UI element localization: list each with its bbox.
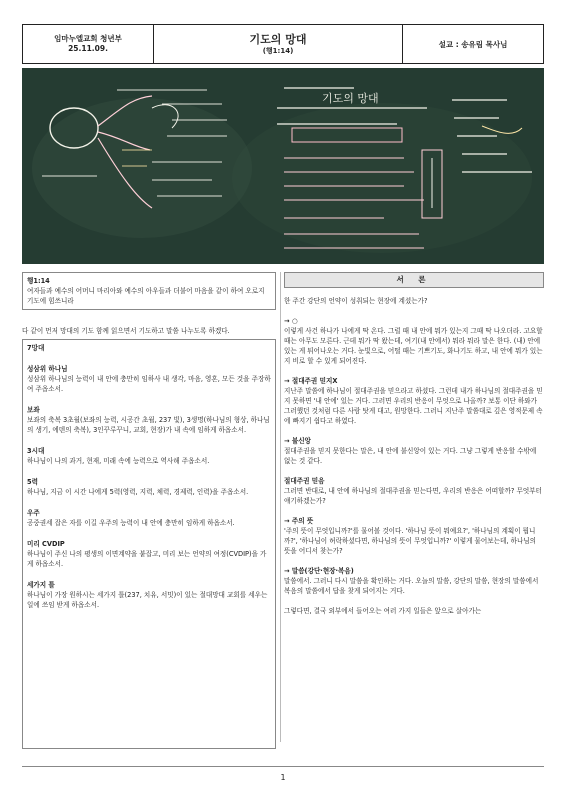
intro-text: 다 같이 먼저 망대의 기도 함께 읽으면서 기도하고 말씀 나누도록 하겠다. xyxy=(22,327,230,335)
sermon-heading: → 불신앙 xyxy=(284,437,311,445)
prayer-section xyxy=(27,446,271,466)
bulletin-date: 25.11.09. xyxy=(68,44,108,53)
sermon-heading: → 절대주권 믿지X xyxy=(284,377,338,385)
sermon-paragraph xyxy=(284,606,544,616)
prayer-body: 하나님, 지금 이 시간 나에게 5력(영력, 지력, 체력, 경제력, 인력)을 주옵소서. xyxy=(27,488,249,496)
sermon-body: 지난주 말씀에 하나님이 절대주권을 믿으라고 하셨다. 그런데 내가 하나님의 절대주권을 믿지 못하면 '내 안에' 있는 거다. 그러면 우리의 반응이 무엇으로 나올까? 보통 이단 하와가 그러했던 것처럼 다른 사람 탓게 대고, 원망한다. 그러니 지난주 말씀대로 깊은 영적문제 속에 빠지기 쉽다고 하였다. xyxy=(284,387,543,425)
sermon-paragraph xyxy=(284,436,544,466)
verse-text: 여자들과 예수의 어머니 마리아와 예수의 아우들과 더불어 마음을 같이 하여 오로지 기도에 힘쓰니라 xyxy=(27,287,265,305)
sermon-heading: → ○ xyxy=(284,317,298,325)
header-church-cell xyxy=(23,25,154,63)
prayer-section xyxy=(27,343,271,353)
header-title-cell xyxy=(154,25,403,63)
preacher-name: 설교 : 송유림 목사님 xyxy=(438,39,508,49)
prayer-heading: 미리 CVDIP xyxy=(27,540,65,548)
prayer-box xyxy=(22,339,276,749)
prayer-section xyxy=(27,364,271,394)
sermon-section-header: 서 론 xyxy=(284,272,544,288)
sermon-paragraph xyxy=(284,316,544,366)
prayer-section xyxy=(27,580,271,610)
prayer-body: 보좌의 축복 3초월(보좌의 능력, 시공간 초월, 237 빛), 3생명(하나님의 형상, 하나님의 생기, 에덴의 축복), 3인꾸루꾸니, 교회, 현장)가 내 속에 임하게 하옵소서. xyxy=(27,416,270,434)
verse-reference: 행1:14 xyxy=(27,277,50,285)
sermon-paragraph xyxy=(284,476,544,506)
sermon-body: 그렇다면, 결국 외부에서 들어오는 여러 가지 일들은 앞으로 살아가는 xyxy=(284,607,482,615)
sermon-paragraph xyxy=(284,566,544,596)
prayer-body: 성삼위 하나님의 능력이 내 안에 충만히 임하사 내 생각, 마음, 영혼, 모든 것을 주장하여 주옵소서. xyxy=(27,375,271,393)
footer-rule xyxy=(22,766,544,767)
prayer-heading: 성삼위 하나님 xyxy=(27,365,68,373)
sermon-body: 그러면 반대로, 내 안에 하나님의 절대주권을 믿는다면, 우리의 반응은 어떠할까? 무엇부터 얘기하겠는가? xyxy=(284,487,542,505)
prayer-body: 하나님이 나의 과거, 현재, 미래 속에 능력으로 역사해 주옵소서. xyxy=(27,457,210,465)
sermon-body: '주의 뜻이 무엇입니까?'를 물어볼 것이다. '하나님 뜻이 뭐예요?', '하나님의 계획이 뭡니까?', '하나님이 허락하셨다면, 하나님의 뜻이 무엇입니까?' 이렇게 물어보는데, 하나님의 뜻을 어디서 찾는가? xyxy=(284,527,537,555)
page-number: 1 xyxy=(280,773,286,782)
prayer-section xyxy=(27,477,271,497)
prayer-title: 7망대 xyxy=(27,344,45,352)
sermon-paragraph xyxy=(284,376,544,426)
prayer-section xyxy=(27,405,271,435)
scripture-reference: (행1:14) xyxy=(262,46,294,55)
prayer-heading: 5력 xyxy=(27,478,38,486)
prayer-section xyxy=(27,508,271,528)
prayer-body: 하나님이 주신 나의 평생의 이면계약을 붙잡고, 미리 보는 언약의 여정(CVDIP)을 가게 하옵소서. xyxy=(27,550,267,568)
header-table xyxy=(22,24,544,64)
prayer-heading: 3시대 xyxy=(27,447,45,455)
sermon-body: 이렇게 사건 하나가 나에게 딱 온다. 그럴 때 내 안에 뭐가 있는지 그때 딱 나오더라. 고요할 때는 아무도 모른다. 근데 뭐가 딱 왔는데, 여기(내 안에서) 뭐라 뭐라 말은 한다. (내) 안에 있는 게 튀어나오는 거다. 눈빛으로, 어떨 때는 기쁘기도, 화나기도 하고, 내 안에 뭐가 있는지 비로 할 수 있게 되어진다. xyxy=(284,327,543,365)
chalkboard-drawing xyxy=(22,68,544,264)
prayer-section xyxy=(27,539,271,569)
sermon-opening: 한 주간 강단의 언약이 성취되는 현장에 계셨는가? xyxy=(284,297,428,305)
church-name: 임마누엘교회 청년부 xyxy=(54,34,122,43)
chalkboard-photo xyxy=(22,68,544,264)
prayer-body: 공중권세 잡은 자를 이길 우주의 능력이 내 안에 충만히 임하게 하옵소서. xyxy=(27,519,235,527)
prayer-heading: 세가지 틀 xyxy=(27,581,55,589)
sermon-body: 절대주권을 믿지 못한다는 말은, 내 안에 불신앙이 있는 거다. 그냥 그렇게 반응할 수밖에 없는 것 같다. xyxy=(284,447,537,465)
sermon-heading: → 말씀(강단·현장·복음) xyxy=(284,567,354,575)
column-divider xyxy=(280,272,281,742)
sermon-paragraph xyxy=(284,516,544,556)
prayer-body: 하나님이 가장 원하시는 세가지 틀(237, 치유, 서밋)이 있는 절대망대 교회를 세우는 일에 쓰임 받게 하옵소서. xyxy=(27,591,268,609)
sermon-body: 말씀에서. 그러니 다시 말씀을 확인하는 거다. 오늘의 말씀, 강단의 말씀, 현장의 말씀에서 복음의 말씀에서 답을 찾게 되어지는 거다. xyxy=(284,577,539,595)
sermon-heading: 절대주권 믿음 xyxy=(284,477,325,485)
header-preacher-cell xyxy=(403,25,543,63)
sermon-title: 기도의 망대 xyxy=(249,32,307,46)
sermon-heading: → 주의 뜻 xyxy=(284,517,314,525)
board-title-text: 기도의 망대 xyxy=(322,92,379,105)
prayer-heading: 보좌 xyxy=(27,406,40,414)
prayer-heading: 우주 xyxy=(27,509,40,517)
right-column xyxy=(284,272,544,616)
left-column xyxy=(22,272,276,749)
verse-box xyxy=(22,272,276,310)
